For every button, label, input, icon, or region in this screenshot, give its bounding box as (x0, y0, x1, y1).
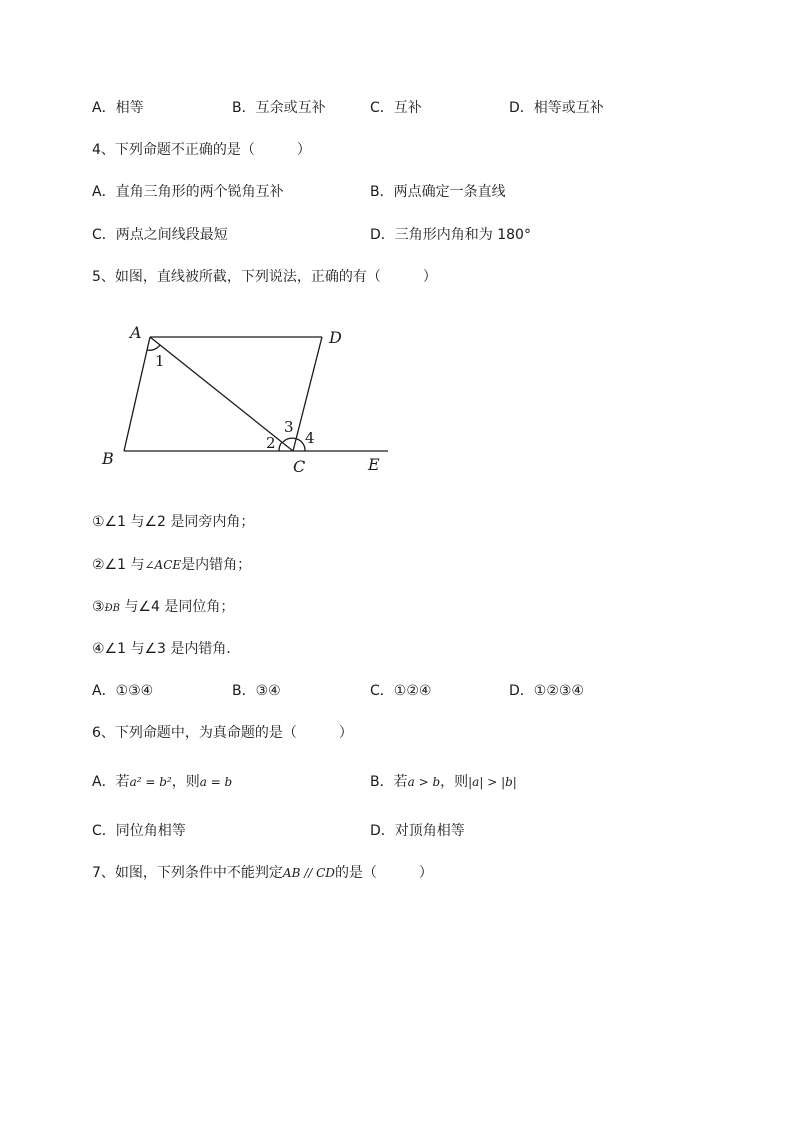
q3-option-b: B．互余或互补 (232, 100, 326, 116)
q5-option-b: B．③④ (232, 683, 281, 699)
q6-option-c: C．同位角相等 (92, 823, 186, 839)
point-e-label: E (368, 455, 380, 474)
q3-option-d: D．相等或互补 (509, 100, 604, 116)
point-d-label: D (329, 328, 342, 347)
q3-option-a: A．相等 (92, 100, 144, 116)
angle-2-arc (279, 442, 282, 451)
q3-option-c: C．互补 (370, 100, 422, 116)
q5-statement-2: ②∠1 与∠ACE是内错角； (92, 557, 252, 573)
q4-option-d: D．三角形内角和为 180° (370, 227, 531, 243)
angle-1-arc (147, 345, 160, 350)
angle-1-label: 1 (155, 352, 165, 370)
q5-stem: 5、如图，直线被所截，下列说法，正确的有（ ） (92, 269, 437, 285)
segment-ab (124, 337, 150, 451)
point-c-label: C (293, 457, 306, 476)
angle-4-arc (297, 439, 305, 451)
angle-2-label: 2 (266, 434, 276, 452)
angle-4-label: 4 (305, 429, 315, 447)
q7-stem: 7、如图，下列条件中不能判定AB // CD的是（ ） (92, 865, 433, 881)
q5-statement-4: ④∠1 与∠3 是内错角． (92, 641, 241, 657)
q5-option-d: D．①②③④ (509, 683, 584, 699)
q5-option-c: C．①②④ (370, 683, 432, 699)
q5-geometry-figure (100, 320, 400, 480)
q5-option-a: A．①③④ (92, 683, 154, 699)
q5-statement-1: ①∠1 与∠2 是同旁内角； (92, 514, 255, 530)
q4-option-b: B．两点确定一条直线 (370, 184, 506, 200)
q6-option-b: B．若a > b，则|a| > |b| (370, 774, 517, 790)
q6-stem: 6、下列命题中，为真命题的是（ ） (92, 725, 353, 741)
q6-option-a: A．若a² = b²，则a = b (92, 774, 233, 790)
q6-option-d: D．对顶角相等 (370, 823, 465, 839)
q4-option-c: C．两点之间线段最短 (92, 227, 228, 243)
q4-stem: 4、下列命题不正确的是（ ） (92, 142, 311, 158)
q5-statement-3: ③ÐB 与∠4 是同位角； (92, 599, 235, 615)
point-b-label: B (102, 449, 114, 468)
point-a-label: A (130, 323, 142, 342)
q4-option-a: A．直角三角形的两个锐角互补 (92, 184, 284, 200)
angle-3-label: 3 (284, 418, 294, 436)
